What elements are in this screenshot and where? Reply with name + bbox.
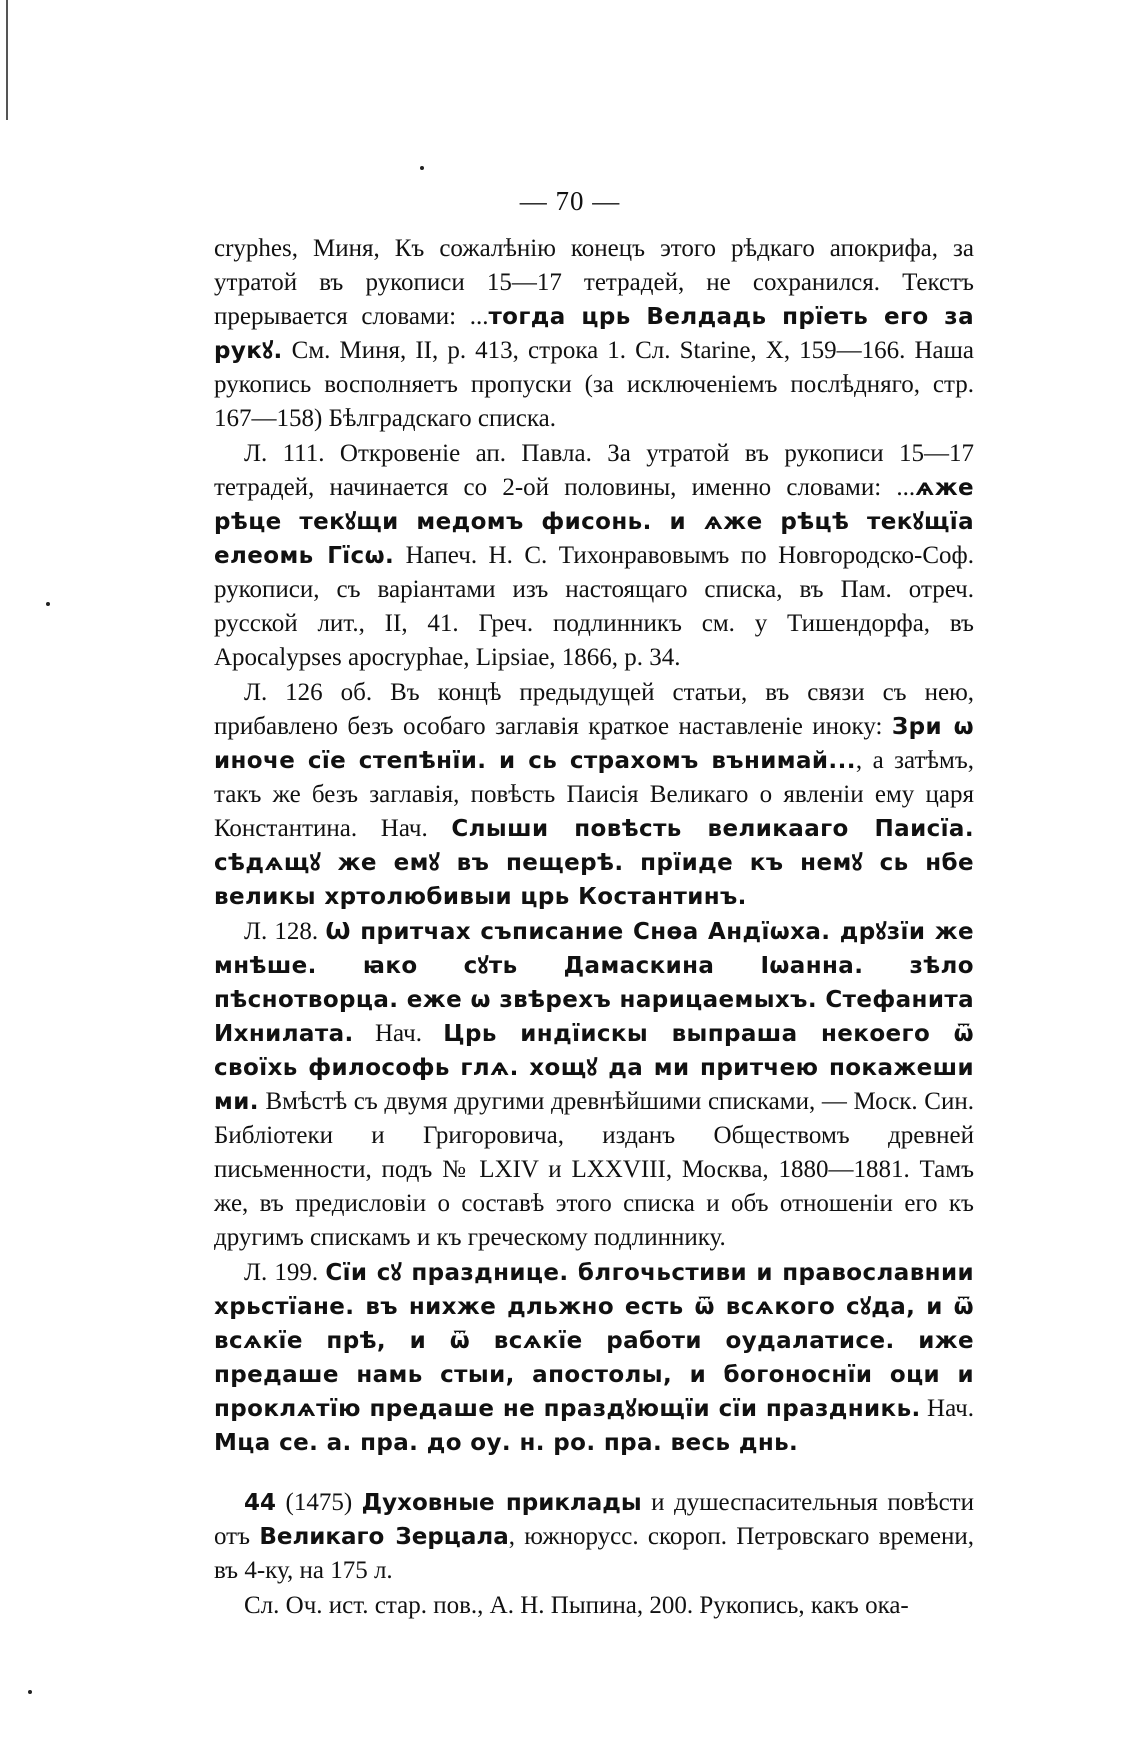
text-run: См. Миня, II, р. 413, строка 1. Сл. Starine, X, 159—166. Наша рукопись восполняетъ пропуски (за исключеніемъ послѣдняго, стр. 167—158) Бѣлградскаго списка. [214,337,974,432]
paragraph [214,1256,974,1460]
text-run: , южнорусс. скороп. Петровскаго времени, въ 4-ку, на 175 л. [214,1523,974,1584]
scan-speck [28,1690,32,1694]
emphasized-text: Црь индїискы выпраша некоего ѿ своїхь философь глѧ. хощꙋ да ми притчею покажеши ми. [214,1021,974,1115]
text-run: (1475) [276,1489,362,1516]
text-run: Нач. [920,1395,974,1422]
emphasized-text: ѧже рѣце текꙋщи медомъ фисонь. и ѧже рѣцѣ текꙋщїа елеомь Гїсѡ. [214,475,974,569]
paragraph [214,1589,974,1623]
paragraph [214,437,974,675]
paragraph [214,232,974,436]
text-run: Сл. Оч. ист. стар. пов., А. Н. Пыпина, 200. Рукопись, какъ ока- [244,1592,909,1619]
emphasized-text: Мца се. а. пра. до оу. н. ро. пра. весь днь. [214,1430,799,1456]
emphasized-text: Духовные приклады [361,1490,642,1516]
emphasized-text: Сїи сꙋ празднице. блгочьстиви и православнии хрьстїане. въ нихже дльжно есть ѿ всѧкого сꙋда, и ѿ всѧкїе прѣ, и ѿ всѧкїе работи оудалатисе. иже предаше намь стыи, апостолы, и богоноснїи оци и проклѧтїю предаше не праздꙋющїи сїи праздникь. [214,1260,974,1422]
text-run: Напеч. Н. С. Тихонравовымъ по Новгородско-Соф. рукописи, съ варіантами изъ настоящаго списка, въ Пам. отреч. русской лит., II, 41. Греч. подлинникъ см. у Тишендорфа, въ Apocalypses apocryphae, Lipsiae, 1866, p. 34. [214,542,974,671]
emphasized-text: 44 [244,1490,277,1516]
text-run: Вмѣстѣ съ двумя другими древнѣйшими списками, — Моск. Син. Библіотеки и Григоровича, изданъ Обществомъ древней письменности, подъ № LXIV и LXXVIII, Москва, 1880—1881. Тамъ же, въ предисловіи о составѣ этого списка и объ отношеніи его къ другимъ спискамъ и къ греческому подлиннику. [214,1088,974,1251]
body-text [214,232,974,1623]
text-run: Нач. [353,1020,444,1047]
scan-speck [46,602,50,606]
emphasized-text: Зри ѡ иноче сїе степѣнїи. и сь страхомъ вънимай... [214,714,974,774]
page-number: — 70 — [519,186,621,216]
text-run: crypһes, Миня, Къ сожалѣнію конецъ этого рѣдкаго апокрифа, за утратой въ рукописи 15—17 тетрадей, не сохранился. Текстъ прерывается словами: ... [214,235,974,330]
text-run: Л. 199. [244,1259,326,1286]
emphasized-text: тогда црь Велдадь прїеть его за рукꙋ. [214,304,974,364]
text-run: Л. 126 об. Въ концѣ предыдущей статьи, въ связи съ нею, прибавлено безъ особаго заглавія краткое наставленіе иноку: [214,679,974,740]
text-run: Л. 111. Откровеніе ап. Павла. За утратой въ рукописи 15—17 тетрадей, начинается со 2-ой половины, именно словами: ... [214,440,974,501]
paragraph [214,676,974,914]
text-run: Л. 128. [244,918,326,945]
emphasized-text: Слыши повѣсть великааго Паисїа. сѣдѧщꙋ же емꙋ въ пещерѣ. прїиде къ немꙋ сь нбе великы хртолюбивыи црь Костантинъ. [214,816,974,910]
emphasized-text: Великаго Зерцала [259,1524,509,1550]
text-run: , а затѣмъ, такъ же безъ заглавія, повѣсть Паисія Великаго о явленіи ему царя Константина. Нач. [214,747,975,842]
emphasized-text: Ѡ притчах съписание Снѳа Андїѡха. дрꙋзїи же мнѣше. ꙗко сꙋть Дамаскина Іѡанна. зѣло пѣснотворца. еже ѡ звѣрехъ нарицаемыхъ. Стефанита Ихнилата. [214,919,974,1047]
page-edge-shadow [6,0,8,120]
text-run: и душеспасительныя повѣсти отъ [214,1489,974,1550]
scan-speck [420,166,424,170]
paragraph [214,915,974,1255]
catalog-entry [214,1486,974,1588]
